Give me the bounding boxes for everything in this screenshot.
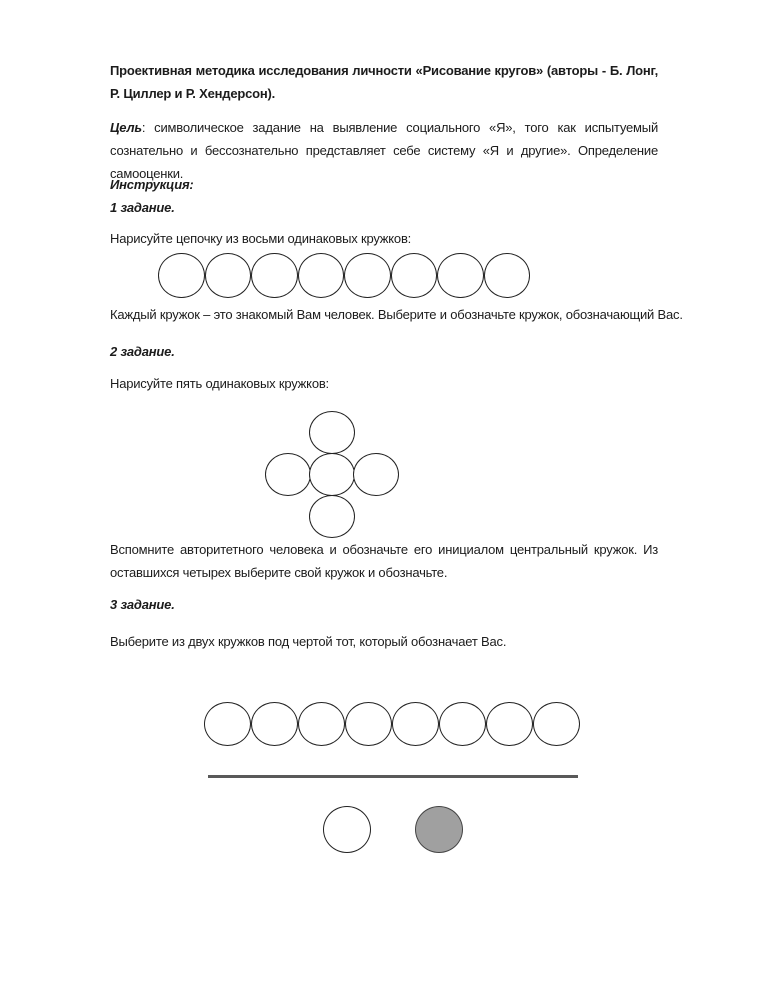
- goal-label: Цель: [110, 120, 142, 135]
- circle: [298, 253, 345, 298]
- circle: [158, 253, 205, 298]
- task2-circle-cross: [265, 411, 403, 538]
- circle: [344, 253, 391, 298]
- circle: [309, 411, 355, 454]
- goal-text: : символическое задание на выявление социального «Я», того как испытуемый сознательно и бессознательно представляет себе систему «Я и другие». Определение самооценки.: [110, 120, 658, 181]
- circle: [439, 702, 486, 746]
- circle: [251, 253, 298, 298]
- circle: [298, 702, 345, 746]
- gray-filled-circle: [415, 806, 463, 853]
- task3-choice-circles: [323, 806, 463, 853]
- circle: [204, 702, 251, 746]
- circle: [391, 253, 438, 298]
- task2-heading: 2 задание.: [110, 344, 175, 359]
- circle: [345, 702, 392, 746]
- circle: [205, 253, 252, 298]
- task3-circle-row: [204, 702, 580, 746]
- circle: [309, 453, 355, 496]
- task1-circle-row: [158, 253, 530, 298]
- task3-prompt: Выберите из двух кружков под чертой тот, который обозначает Вас.: [110, 634, 507, 649]
- circle: [353, 453, 399, 496]
- horizontal-line: [208, 775, 578, 778]
- task2-prompt: Нарисуйте пять одинаковых кружков:: [110, 376, 329, 391]
- circle: [309, 495, 355, 538]
- circle: [533, 702, 580, 746]
- circle: [486, 702, 533, 746]
- document-title: Проективная методика исследования личности «Рисование кругов» (авторы - Б. Лонг, Р. Циллер и Р. Хендерсон).: [110, 63, 658, 101]
- circle: [437, 253, 484, 298]
- task3-heading: 3 задание.: [110, 597, 175, 612]
- task2-caption: Вспомните авторитетного человека и обозначьте его инициалом центральный кружок. Из оставшихся четырех выберите свой кружок и обозначьте.: [110, 542, 658, 580]
- task1-prompt: Нарисуйте цепочку из восьми одинаковых кружков:: [110, 231, 412, 246]
- circle: [265, 453, 311, 496]
- white-circle: [323, 806, 371, 853]
- circle: [251, 702, 298, 746]
- task1-heading: 1 задание.: [110, 200, 175, 215]
- circle: [484, 253, 531, 298]
- instruction-heading: Инструкция:: [110, 177, 194, 192]
- circle: [392, 702, 439, 746]
- task1-caption: Каждый кружок – это знакомый Вам человек. Выберите и обозначьте кружок, обозначающий Вас.: [110, 307, 683, 322]
